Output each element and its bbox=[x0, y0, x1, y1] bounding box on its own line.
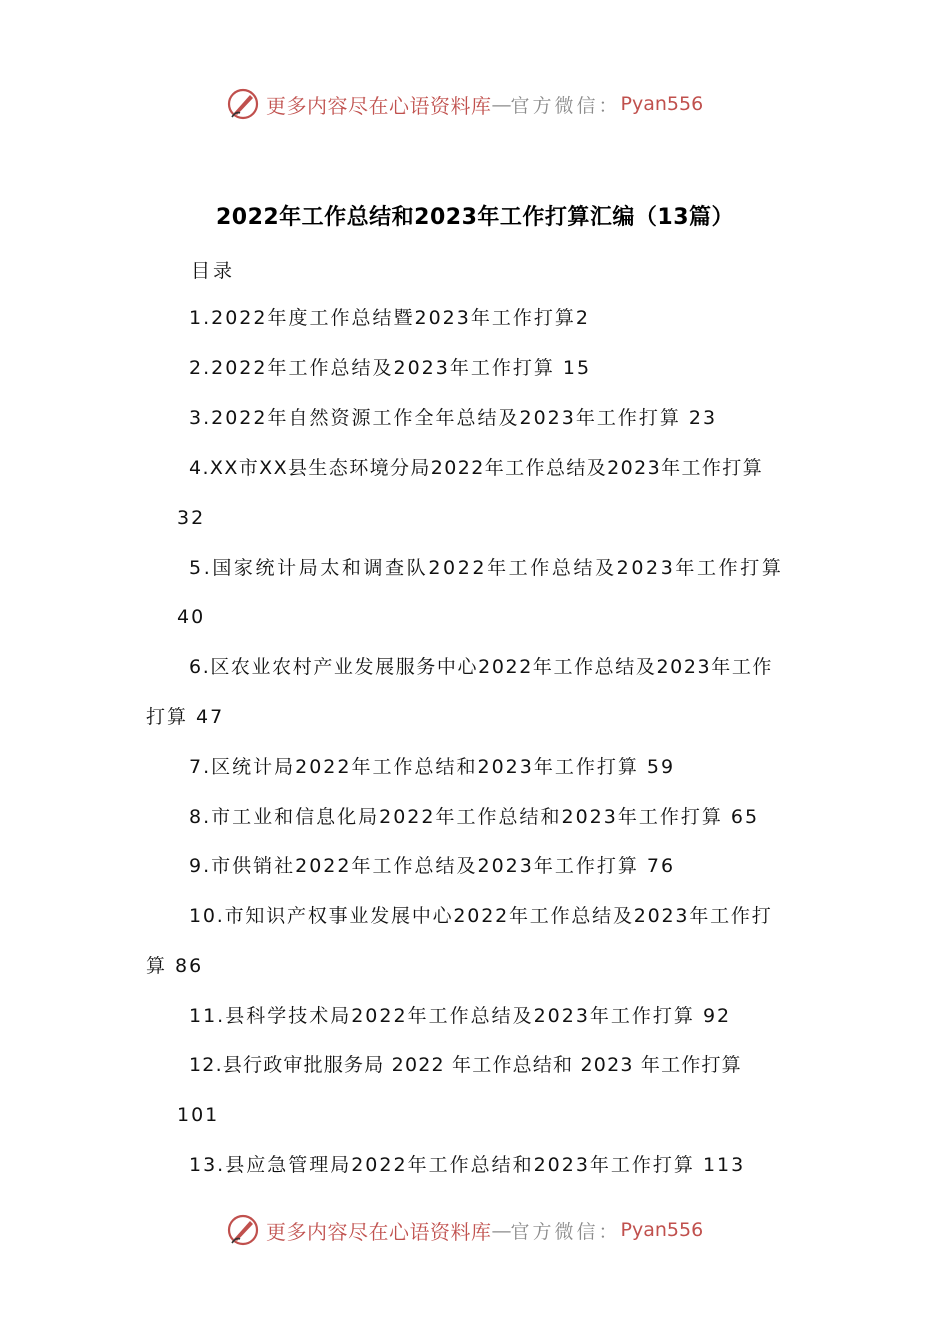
toc-entry-5[interactable]: 5.国家统计局太和调查队2022年工作总结及2023年工作打算 bbox=[189, 557, 784, 579]
banner-slogan: 更多内容尽在心语资料库 bbox=[266, 93, 492, 118]
toc-entry-6-cont[interactable]: 打算 47 bbox=[146, 706, 225, 728]
toc-entry-2[interactable]: 2.2022年工作总结及2023年工作打算 15 bbox=[189, 357, 592, 379]
toc-entry-6[interactable]: 6.区农业农村产业发展服务中心2022年工作总结及2023年工作 bbox=[189, 656, 774, 678]
footer-banner bbox=[226, 1210, 703, 1250]
toc-entry-1[interactable]: 1.2022年度工作总结暨2023年工作打算2 bbox=[189, 307, 590, 329]
toc-entry-4-page[interactable]: 32 bbox=[177, 507, 206, 529]
toc-entry-4[interactable]: 4.XX市XX县生态环境分局2022年工作总结及2023年工作打算 bbox=[189, 457, 764, 479]
banner-wechat-label: 官方微信： bbox=[510, 1220, 621, 1243]
toc-entry-12[interactable]: 12.县行政审批服务局 2022 年工作总结和 2023 年工作打算 bbox=[189, 1054, 742, 1076]
toc-entry-12-page[interactable]: 101 bbox=[177, 1104, 220, 1126]
toc-entry-11[interactable]: 11.县科学技术局2022年工作总结及2023年工作打算 92 bbox=[189, 1005, 732, 1027]
toc-entry-10[interactable]: 10.市知识产权事业发展中心2022年工作总结及2023年工作打 bbox=[189, 905, 773, 927]
toc-entry-13[interactable]: 13.县应急管理局2022年工作总结和2023年工作打算 113 bbox=[189, 1154, 746, 1176]
toc-entry-10-cont[interactable]: 算 86 bbox=[146, 955, 204, 977]
banner-wechat-id: Pyan556 bbox=[620, 1219, 704, 1241]
banner-wechat-label: 官方微信： bbox=[510, 94, 621, 117]
toc-entry-9[interactable]: 9.市供销社2022年工作总结及2023年工作打算 76 bbox=[189, 855, 676, 877]
toc-entry-5-page[interactable]: 40 bbox=[177, 606, 206, 628]
header-banner bbox=[226, 84, 703, 124]
banner-wechat-id: Pyan556 bbox=[620, 93, 704, 115]
toc-entry-8[interactable]: 8.市工业和信息化局2022年工作总结和2023年工作打算 65 bbox=[189, 806, 760, 828]
banner-slogan: 更多内容尽在心语资料库 bbox=[266, 1219, 492, 1244]
pen-logo-icon bbox=[226, 1213, 260, 1247]
banner-separator: — bbox=[491, 1218, 511, 1242]
toc-heading: 目录 bbox=[191, 260, 236, 282]
banner-separator: — bbox=[491, 92, 511, 116]
toc-entry-7[interactable]: 7.区统计局2022年工作总结和2023年工作打算 59 bbox=[189, 756, 676, 778]
toc-entry-3[interactable]: 3.2022年自然资源工作全年总结及2023年工作打算 23 bbox=[189, 407, 718, 429]
document-title: 2022年工作总结和2023年工作打算汇编（13篇） bbox=[215, 205, 735, 230]
pen-logo-icon bbox=[226, 87, 260, 121]
